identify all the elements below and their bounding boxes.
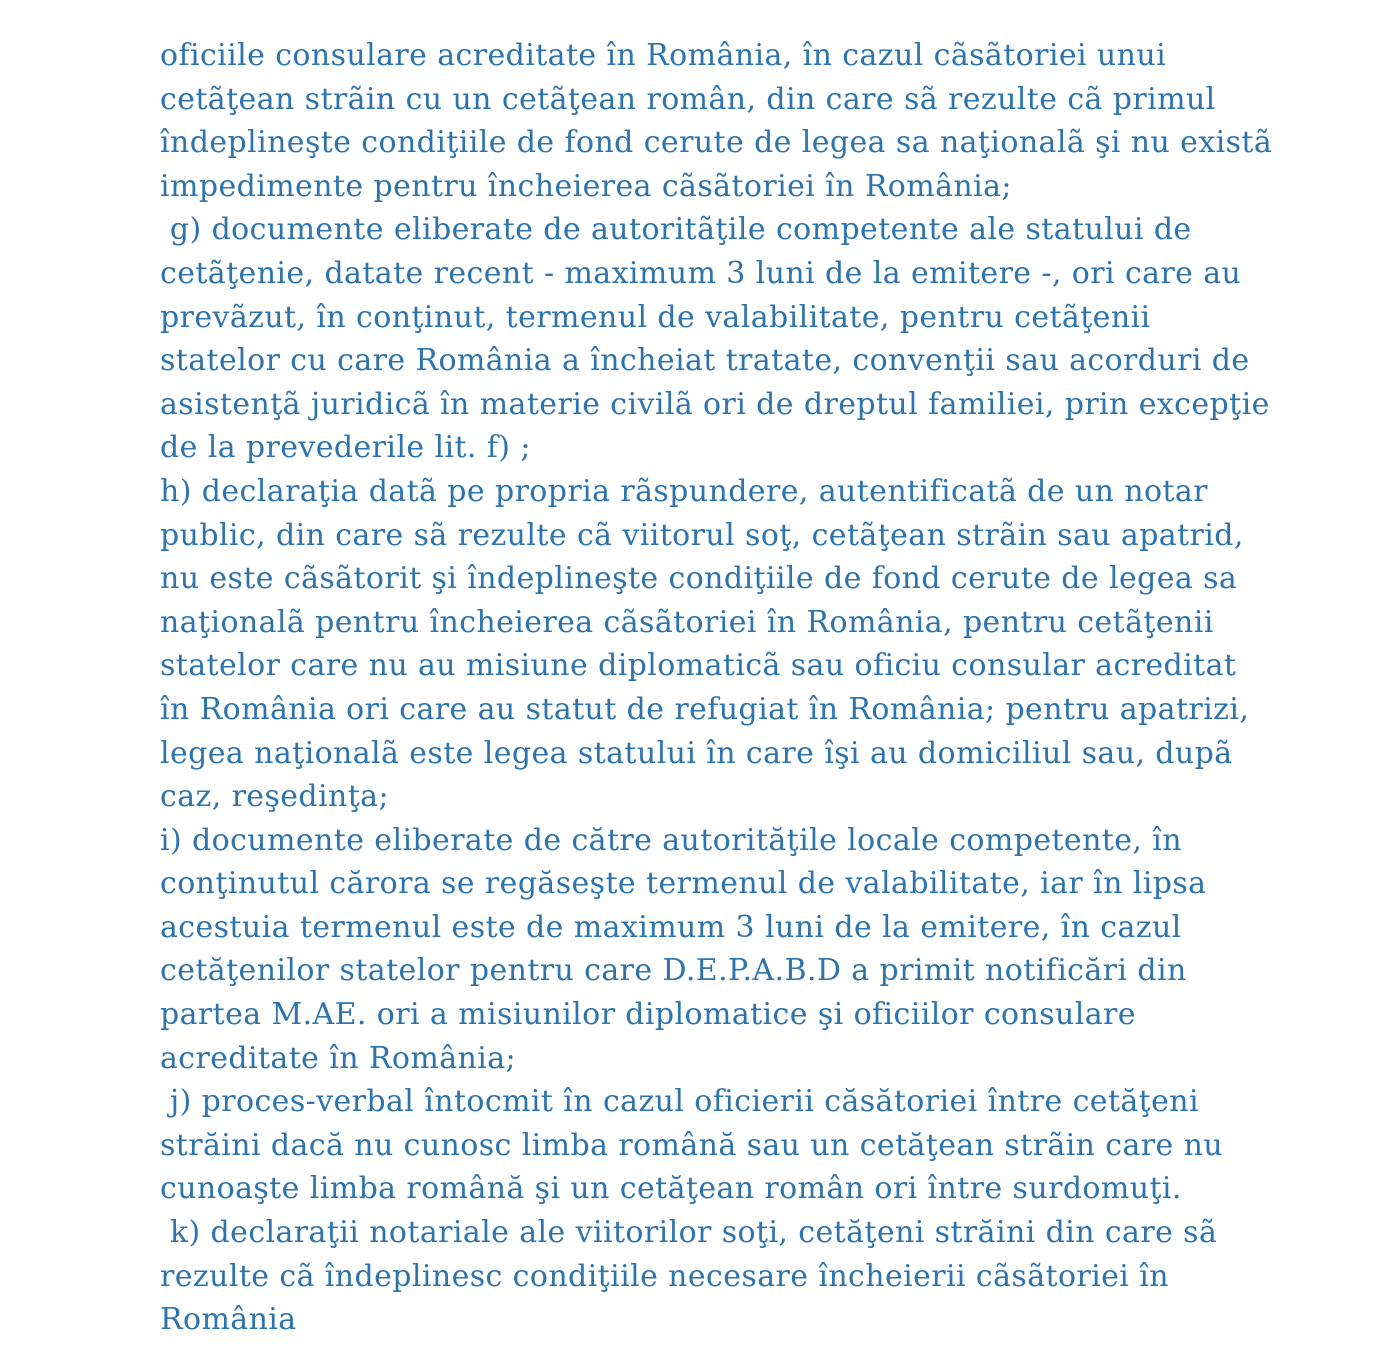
text-line: străini dacă nu cunosc limba română sau un cetăţean strãin care nu (160, 1127, 1224, 1163)
text-line: statelor care nu au misiune diplomaticã sau oficiu consular acreditat (160, 648, 1237, 684)
text-line: partea M.AE. ori a misiunilor diplomatice şi oficiilor consulare (160, 997, 1136, 1033)
text-line: acreditate în România; (160, 1040, 517, 1076)
text-line: acestuia termenul este de maximum 3 luni de la emitere, în cazul (160, 909, 1182, 945)
text-line: cetãţenie, datate recent - maximum 3 luni de la emitere -, ori care au (160, 255, 1242, 291)
text-line: rezulte cã îndeplinesc condiţiile necesare încheierii cãsãtoriei în (160, 1258, 1169, 1294)
text-line: cetăţenilor statelor pentru care D.E.P.A.B.D a primit notificări din (160, 953, 1187, 989)
text-line: caz, reşedinţa; (160, 779, 389, 815)
text-line: h) declaraţia datã pe propria rãspundere, autentificatã de un notar (160, 473, 1208, 509)
text-line: g) documente eliberate de autoritãţile competente ale statului de (160, 212, 1192, 248)
text-line: i) documente eliberate de către autorităţile locale competente, în (160, 822, 1182, 858)
text-line: cunoaşte limba română şi un cetăţean român ori între surdomuţi. (160, 1171, 1182, 1207)
document-body (160, 34, 1370, 1342)
text-line: legea naţionalã este legea statului în care îşi au domiciliul sau, dupã (160, 735, 1233, 771)
text-line: prevãzut, în conţinut, termenul de valabilitate, pentru cetãţenii (160, 299, 1151, 335)
text-line: conţinutul cărora se regăseşte termenul de valabilitate, iar în lipsa (160, 866, 1207, 902)
text-line: în România ori care au statut de refugiat în România; pentru apatrizi, (160, 691, 1250, 727)
text-line: România (160, 1302, 297, 1338)
text-line: impedimente pentru încheierea cãsãtoriei în România; (160, 168, 1012, 204)
text-line: j) proces-verbal întocmit în cazul oficierii căsătoriei între cetăţeni (160, 1084, 1200, 1120)
text-line: public, din care sã rezulte cã viitorul soţ, cetãţean strãin sau apatrid, (160, 517, 1244, 553)
text-line: k) declaraţii notariale ale viitorilor soţi, cetăţeni străini din care sã (160, 1215, 1218, 1251)
text-line: nu este cãsãtorit şi îndeplineşte condiţiile de fond cerute de legea sa (160, 561, 1238, 597)
text-line: oficiile consulare acreditate în România, în cazul cãsãtoriei unui (160, 38, 1167, 73)
text-line: naţionalã pentru încheierea cãsãtoriei în România, pentru cetãţenii (160, 604, 1214, 640)
text-line: de la prevederile lit. f) ; (160, 430, 531, 466)
text-line: statelor cu care România a încheiat tratate, convenţii sau acorduri de (160, 343, 1250, 379)
text-line: asistenţã juridicã în materie civilã ori de dreptul familiei, prin excepţie (160, 386, 1270, 422)
text-line: cetãţean strãin cu un cetãţean român, din care sã rezulte cã primul (160, 81, 1216, 117)
text-line: îndeplineşte condiţiile de fond cerute de legea sa naţionalã şi nu existã (160, 125, 1273, 161)
